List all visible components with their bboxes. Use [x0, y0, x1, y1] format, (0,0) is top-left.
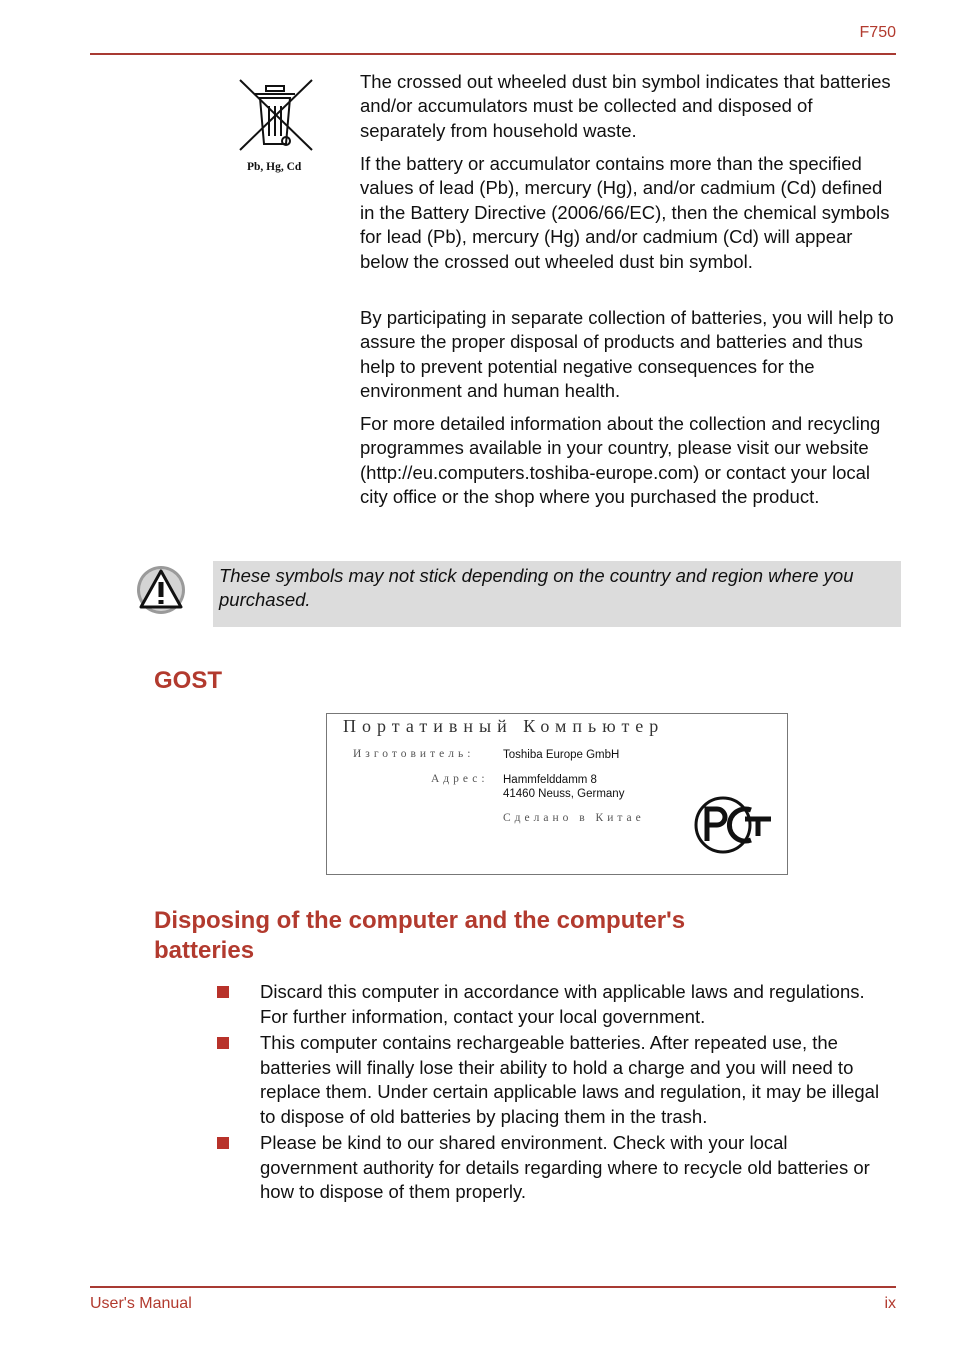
paragraph-chemical-symbols: If the battery or accumulator contains more than the specified values of lead (Pb), mercury (Hg), and/or cadmium (Cd) defined in the Battery Directive (2006/66/EC), then the chemical symbols for lead (Pb), mercury (Hg) and/or cadmium (Cd) will appear below the crossed out wheeled dust bin symbol.: [360, 153, 890, 272]
model-name: F750: [859, 24, 896, 41]
disposal-heading: [154, 906, 685, 966]
gost-address-line1: Hammfelddamm 8: [503, 774, 597, 786]
gost-title: Портативный Компьютер: [343, 716, 665, 736]
list-item: Please be kind to our shared environment. Check with your local government authority for details regarding where to recycle old batteries or how to dispose of them properly.: [260, 1132, 870, 1203]
list-item: Discard this computer in accordance with applicable laws and regulations. For further information, contact your local government.: [260, 981, 865, 1027]
disposal-heading-line2: batteries: [154, 937, 255, 964]
gost-manufacturer-label: Изготовитель:: [353, 748, 475, 760]
paragraph-separate-collection: By participating in separate collection of batteries, you will help to assure the proper disposal of products and batteries and thus help to prevent potential negative consequences for the environment and human health.: [360, 307, 894, 402]
page-number: ix: [884, 1295, 896, 1312]
gost-manufacturer-value: Toshiba Europe GmbH: [503, 749, 620, 761]
paragraph-bin-symbol: The crossed out wheeled dust bin symbol indicates that batteries and/or accumulators must be collected and disposed of separately from household waste.: [360, 71, 891, 141]
gost-pct-logo-icon: [693, 794, 775, 856]
bullet-marker: [217, 1137, 229, 1149]
header-rule: [90, 53, 896, 55]
footer-rule: [90, 1286, 896, 1288]
crossed-wheeled-bin-icon: [236, 78, 316, 156]
gost-made-in: Сделано в Китае: [503, 812, 645, 824]
gost-address-line2: 41460 Neuss, Germany: [503, 788, 625, 800]
gost-label-box: [326, 713, 788, 875]
bullet-marker: [217, 986, 229, 998]
gost-heading: GOST: [154, 667, 223, 694]
note-text: These symbols may not stick depending on the country and region where you purchased.: [219, 565, 854, 611]
disposal-heading-line1: Disposing of the computer and the computer's: [154, 907, 686, 934]
gost-address-label: Адрес:: [431, 773, 489, 785]
paragraph-more-info: For more detailed information about the collection and recycling programmes available in your country, please visit our website (http://eu.computers.toshiba-europe.com) or contact your local city office or the shop where you purchased the product.: [360, 413, 881, 508]
list-item: This computer contains rechargeable batteries. After repeated use, the batteries will finally lose their ability to hold a charge and you will need to replace them. Under certain applicable laws and regulation, it may be illegal to dispose of old batteries by placing them in the trash.: [260, 1032, 880, 1127]
bin-symbol-label: Pb, Hg, Cd: [247, 161, 302, 173]
bullet-marker: [217, 1037, 229, 1049]
footer-manual-title: User's Manual: [90, 1295, 192, 1312]
warning-triangle-icon: [135, 565, 187, 615]
